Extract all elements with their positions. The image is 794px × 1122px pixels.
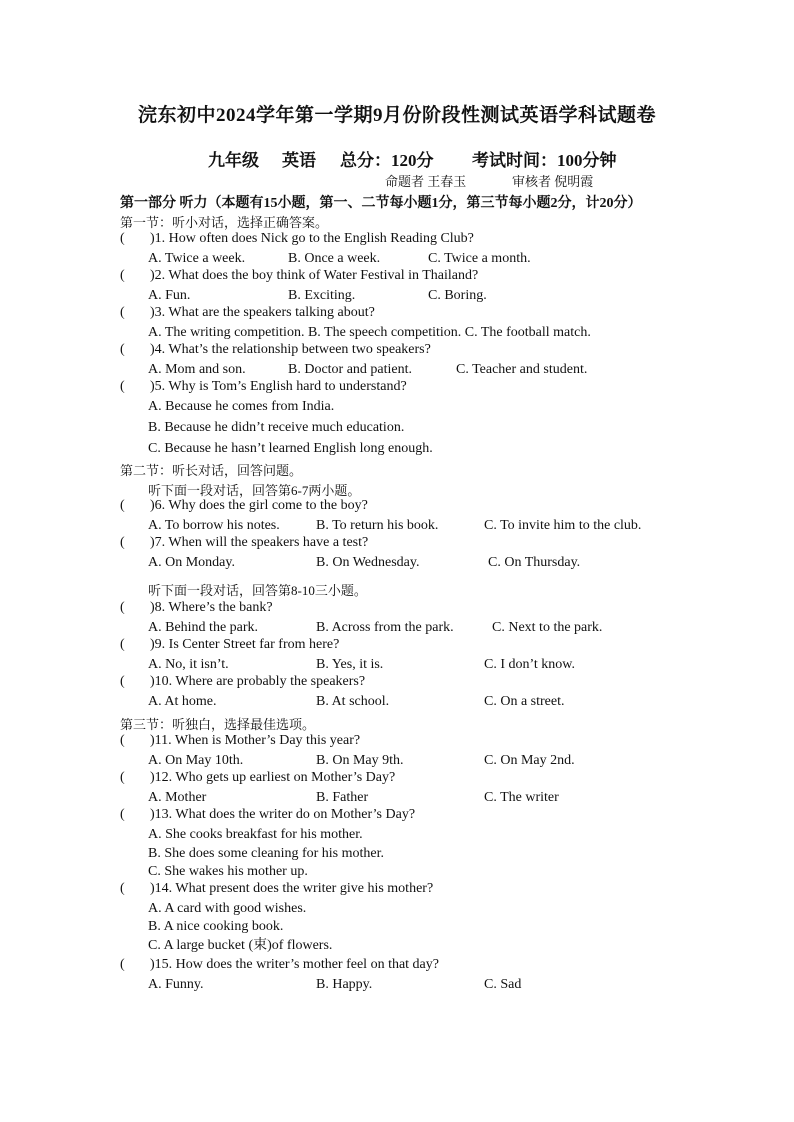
answer-option: B. Happy. <box>316 977 373 992</box>
subject-label: 英语 <box>282 151 316 170</box>
exam-title: 浣东初中2024学年第一学期9月份阶段性测试英语学科试题卷 <box>137 105 656 126</box>
answer-option: A. Funny. <box>148 977 204 992</box>
answer-option: C. Boring. <box>428 288 487 303</box>
answer-paren: ( <box>120 957 125 972</box>
question-text: )7. When will the speakers have a test? <box>150 535 369 550</box>
answer-option: A. On May 10th. <box>148 753 244 768</box>
answer-paren: ( <box>120 342 125 357</box>
answer-option: B. On Wednesday. <box>316 555 420 570</box>
answer-option: B. On May 9th. <box>316 753 404 768</box>
question-text: )9. Is Center Street far from here? <box>150 637 340 652</box>
answer-option: B. Exciting. <box>288 288 356 303</box>
question-text: )8. Where’s the bank? <box>150 600 273 615</box>
question-text: )13. What does the writer do on Mother’s Day? <box>150 807 416 822</box>
answer-option: B. Across from the park. <box>316 620 454 635</box>
answer-paren: ( <box>120 231 125 246</box>
answer-paren: ( <box>120 733 125 748</box>
answer-paren: ( <box>120 674 125 689</box>
answer-option: A. To borrow his notes. <box>148 518 280 533</box>
answer-paren: ( <box>120 268 125 283</box>
grade-label: 九年级 <box>208 151 259 170</box>
author-label: 命题者 王春玉 <box>385 174 467 189</box>
answer-option: B. Father <box>316 790 369 805</box>
question-text: )2. What does the boy think of Water Festival in Thailand? <box>150 268 479 283</box>
answer-option: A. Fun. <box>148 288 191 303</box>
answer-paren: ( <box>120 807 125 822</box>
answer-option: C. I don’t know. <box>484 657 575 672</box>
answer-option: A. A card with good wishes. <box>148 901 307 916</box>
answer-option: A. The writing competition. B. The speech competition. C. The football match. <box>148 325 591 340</box>
answer-option: A. At home. <box>148 694 217 709</box>
section2-heading: 第二节：听长对话，回答问题。 <box>120 463 303 478</box>
reviewer-label: 审核者 倪明霞 <box>512 174 594 189</box>
section3-heading: 第三节：听独白，选择最佳选项。 <box>120 717 316 732</box>
answer-option: C. She wakes his mother up. <box>148 864 308 879</box>
answer-paren: ( <box>120 305 125 320</box>
answer-paren: ( <box>120 379 125 394</box>
answer-paren: ( <box>120 770 125 785</box>
question-text: )12. Who gets up earliest on Mother’s Day? <box>150 770 396 785</box>
answer-option: C. Because he hasn’t learned English long enough. <box>148 441 433 456</box>
question-text: )4. What’s the relationship between two speakers? <box>150 342 431 357</box>
answer-option: C. Teacher and student. <box>456 362 588 377</box>
question-text: )6. Why does the girl come to the boy? <box>150 498 368 513</box>
answer-option: A. Twice a week. <box>148 251 246 266</box>
answer-option: A. Because he comes from India. <box>148 399 335 414</box>
section2-note-1: 听下面一段对话，回答第6-7两小题。 <box>148 483 361 498</box>
question-text: )14. What present does the writer give his mother? <box>150 881 434 896</box>
question-text: )15. How does the writer’s mother feel on that day? <box>150 957 439 972</box>
answer-option: B. Once a week. <box>288 251 381 266</box>
answer-option: B. Yes, it is. <box>316 657 384 672</box>
answer-paren: ( <box>120 600 125 615</box>
answer-option: C. A large bucket (束)of flowers. <box>148 938 333 953</box>
answer-option: C. The writer <box>484 790 559 805</box>
answer-paren: ( <box>120 637 125 652</box>
answer-option: A. No, it isn’t. <box>148 657 229 672</box>
question-text: )3. What are the speakers talking about? <box>150 305 375 320</box>
answer-option: B. Because he didn’t receive much education. <box>148 420 405 435</box>
answer-paren: ( <box>120 535 125 550</box>
answer-option: C. On May 2nd. <box>484 753 575 768</box>
answer-option: B. To return his book. <box>316 518 439 533</box>
answer-option: B. A nice cooking book. <box>148 919 284 934</box>
answer-paren: ( <box>120 498 125 513</box>
answer-option: A. Mother <box>148 790 207 805</box>
section2-note-2: 听下面一段对话，回答第8-10三小题。 <box>148 583 367 598</box>
question-text: )5. Why is Tom’s English hard to understand? <box>150 379 407 394</box>
part1-heading: 第一部分 听力（本题有15小题，第一、二节每小题1分，第三节每小题2分，计20分） <box>120 196 642 211</box>
answer-option: B. Doctor and patient. <box>288 362 413 377</box>
answer-option: A. Behind the park. <box>148 620 259 635</box>
answer-option: C. Twice a month. <box>428 251 531 266</box>
question-text: )1. How often does Nick go to the English Reading Club? <box>150 231 474 246</box>
answer-option: B. She does some cleaning for his mother. <box>148 846 385 861</box>
answer-option: C. Sad <box>484 977 522 992</box>
answer-option: B. At school. <box>316 694 390 709</box>
answer-paren: ( <box>120 881 125 896</box>
total-score: 总分：120分 <box>340 151 434 170</box>
answer-option: A. Mom and son. <box>148 362 246 377</box>
question-text: )11. When is Mother’s Day this year? <box>150 733 361 748</box>
exam-time: 考试时间：100分钟 <box>472 151 617 170</box>
answer-option: A. She cooks breakfast for his mother. <box>148 827 363 842</box>
answer-option: C. Next to the park. <box>492 620 603 635</box>
answer-option: C. On a street. <box>484 694 565 709</box>
answer-option: A. On Monday. <box>148 555 235 570</box>
question-text: )10. Where are probably the speakers? <box>150 674 366 689</box>
section1-heading: 第一节：听小对话，选择正确答案。 <box>120 215 329 230</box>
answer-option: C. On Thursday. <box>488 555 581 570</box>
answer-option: C. To invite him to the club. <box>484 518 642 533</box>
